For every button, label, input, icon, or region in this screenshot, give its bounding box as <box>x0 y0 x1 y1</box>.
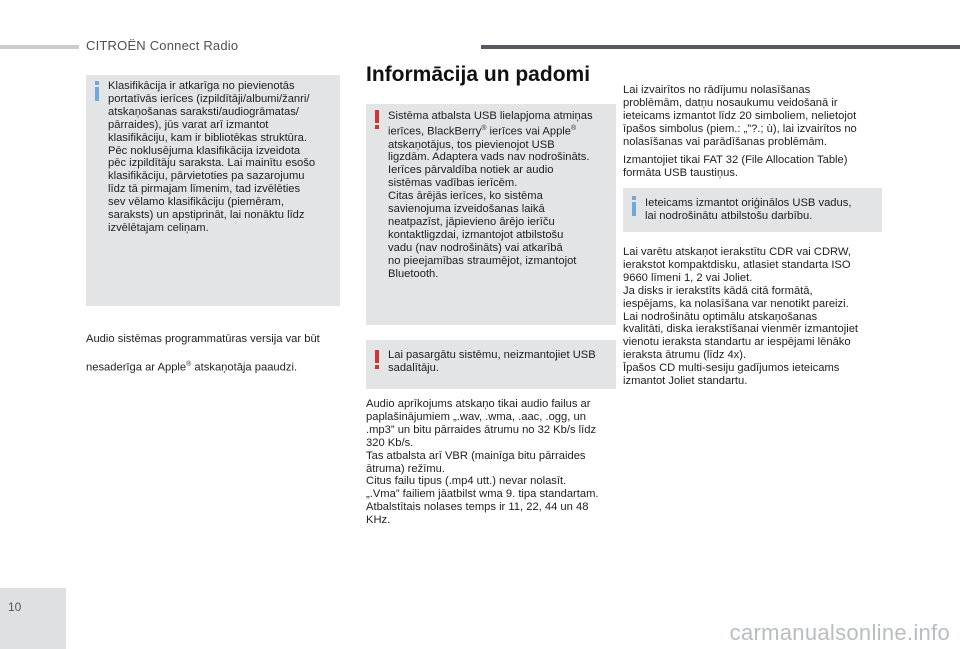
info-note-text: Ieteicams izmantot oriģinālos USB vadus, lai nodrošinātu atbilstošu darbību. <box>645 197 852 222</box>
registered-mark: ® <box>571 124 577 132</box>
paragraph-fat32: Izmantojiet tikai FAT 32 (File Allocation Table) formāta USB taustiņus. <box>623 154 848 179</box>
header-rule-right <box>481 45 960 49</box>
section-heading: Informācija un padomi <box>366 63 591 86</box>
warning-text-a: Sistēma atbalsta USB lielapjoma atmiņas ierīces, BlackBerry <box>388 110 593 138</box>
warning-usb-hub <box>366 340 616 389</box>
header-rule-left <box>0 45 79 49</box>
info-note-usb-cables <box>623 188 882 232</box>
registered-mark: ® <box>481 124 487 132</box>
warning-usb-support <box>366 104 616 325</box>
warning-icon <box>372 110 382 130</box>
warning-text-c: atskaņotājus, tos pievienojot USB ligzdām. Adaptera vads nav nodrošināts. Ierīces pārvaldība notiek ar audio sistēmas vadības ierīcēm. Citas ārējās ierīces, ko sistēma savienojuma izveidošanas laikā neatpazīst, jāpievieno ārējo ierīču kontaktligzdai, izmantojot atbilstošu vadu (nav nodrošināts) vai atkarībā no pieejamības straumējot, izmantojot Bluetooth. <box>388 138 590 280</box>
info-note-classification <box>86 75 340 306</box>
paragraph-text-c: atskaņotāja paaudzi. <box>191 361 298 374</box>
page-header <box>0 0 960 60</box>
paragraph-software-version <box>86 320 346 374</box>
paragraph-audio-formats: Audio aprīkojums atskaņo tikai audio failus ar paplašinājumiem „.wav, .wma, .aac, .ogg, un .mp3” un bitu pārraides ātrumu no 32 Kb/s līdz 320 Kb/s. Tas atbalsta arī VBR (mainīga bitu pārraides ātruma) režīmu. Citus failu tipus (.mp4 utt.) nevar nolasīt. „.Vma” failiem jāatbilst wma 9. tipa standartam. Atbalstītais nolases temps ir 11, 22, 44 un 48 KHz. <box>366 398 599 527</box>
paragraph-text-b: nesaderīga ar Apple <box>86 361 187 374</box>
paragraph-cd-recording: Lai varētu atskaņot ierakstītu CDR vai CDRW, ierakstot kompaktdisku, atlasiet standarta ISO 9660 līmeni 1, 2 vai Joliet. Ja disks ir ierakstīts kādā citā formātā, iespējams, ka nolasīšana var nenotikt pareizi. Lai nodrošinātu optimālu atskaņošanas kvalitāti, diska ierakstīšanai vienmēr izmantojiet vienotu ieraksta standartu ar iespējami lēnāko ieraksta ātrumu (līdz 4x). Īpašos CD multi-sesiju gadījumos ieteicams izmantot Joliet standartu. <box>623 246 859 388</box>
warning-text <box>388 110 614 281</box>
warning-text-b: ierīces vai Apple <box>486 125 572 138</box>
info-icon <box>629 196 639 216</box>
info-note-text: Klasifikācija ir atkarīga no pievienotās portatīvās ierīces (izpildītāji/albumi/žanri/ atskaņošanas saraksti/audiogrāmatas/ pārraides), jūs varat arī izmantot klasifikāciju, kam ir bibliotēkas struktūra. Pēc noklusējuma klasifikācija izveidota pēc izpildītāju saraksta. Lai mainītu esošo klasifikāciju, pārvietoties pa sazarojumu līdz tā pirmajam līmenim, tad izvēlēties sev vēlamo klasifikāciju (piemēram, saraksts) un apstiprināt, lai nonāktu līdz izvēlētajam celiņam. <box>108 80 316 234</box>
registered-mark: ® <box>186 360 192 368</box>
paragraph-text-a: Audio sistēmas programmatūras versija var būt <box>86 332 320 345</box>
info-icon <box>92 81 102 101</box>
page-number: 10 <box>8 600 22 614</box>
warning-text: Lai pasargātu sistēmu, neizmantojiet USB sadalītāju. <box>388 349 596 374</box>
watermark: carmanualsonline.info <box>729 620 950 645</box>
warning-icon <box>372 350 382 370</box>
paragraph-file-names: Lai izvairītos no rādījumu nolasīšanas problēmām, datņu nosaukumu veidošanā ir ieteicams izmantot līdz 20 simboliem, nelietojot īpašos simbolus (piem.: „”?.; ù), lai izvairītos no nolasīšanas vai parādīšanas problēmām. <box>623 84 857 148</box>
header-title: CITROËN Connect Radio <box>86 38 239 53</box>
page-number-tab <box>0 588 66 649</box>
